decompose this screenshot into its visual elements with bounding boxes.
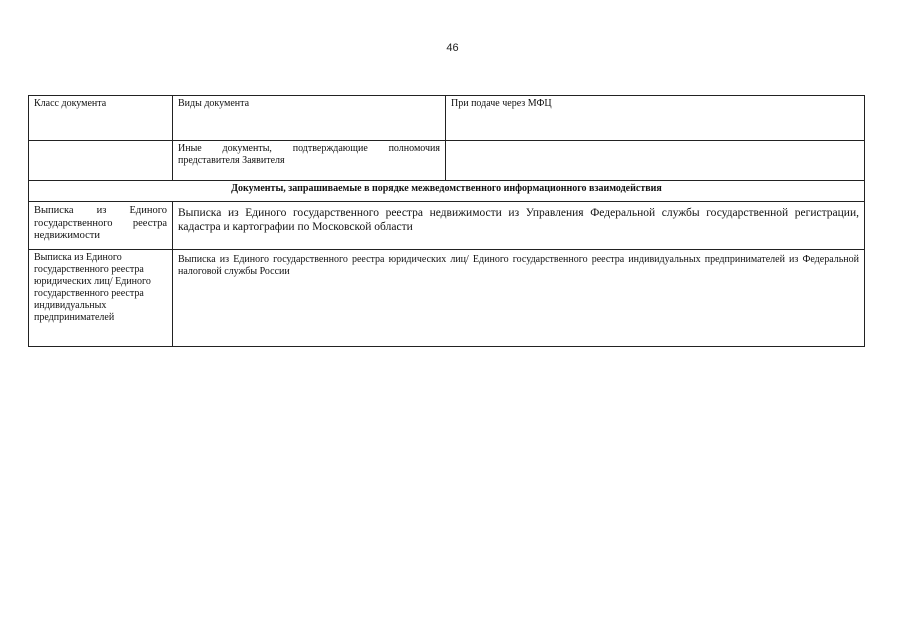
cell-mfc [446, 141, 865, 181]
section-title: Документы, запрашиваемые в порядке межведомственного информационного взаимодействия [29, 181, 865, 202]
table-header-row [29, 96, 865, 141]
documents-table [28, 95, 865, 347]
table-row [29, 202, 865, 250]
cell-document-class: Выписка из Единого государственного реестра недвижимости [29, 202, 173, 250]
cell-document-class: Выписка из Единого государственного реестра юридических лиц/ Единого государственного реестра индивидуальных предпринимателей [29, 250, 173, 347]
table-row [29, 141, 865, 181]
cell-document-description: Выписка из Единого государственного реестра юридических лиц/ Единого государственного реестра индивидуальных предпринимателей из Федеральной налоговой службы России [173, 250, 865, 347]
page-number: 46 [446, 42, 459, 54]
cell-document-kind: Иные документы, подтверждающие полномочия представителя Заявителя [173, 141, 446, 181]
section-header-row [29, 181, 865, 202]
cell-document-class [29, 141, 173, 181]
header-document-class: Класс документа [29, 96, 173, 141]
cell-document-description: Выписка из Единого государственного реестра недвижимости из Управления Федеральной службы государственной регистрации, кадастра и картографии по Московской области [173, 202, 865, 250]
header-mfc-submission: При подаче через МФЦ [446, 96, 865, 141]
header-document-kinds: Виды документа [173, 96, 446, 141]
table-row [29, 250, 865, 347]
